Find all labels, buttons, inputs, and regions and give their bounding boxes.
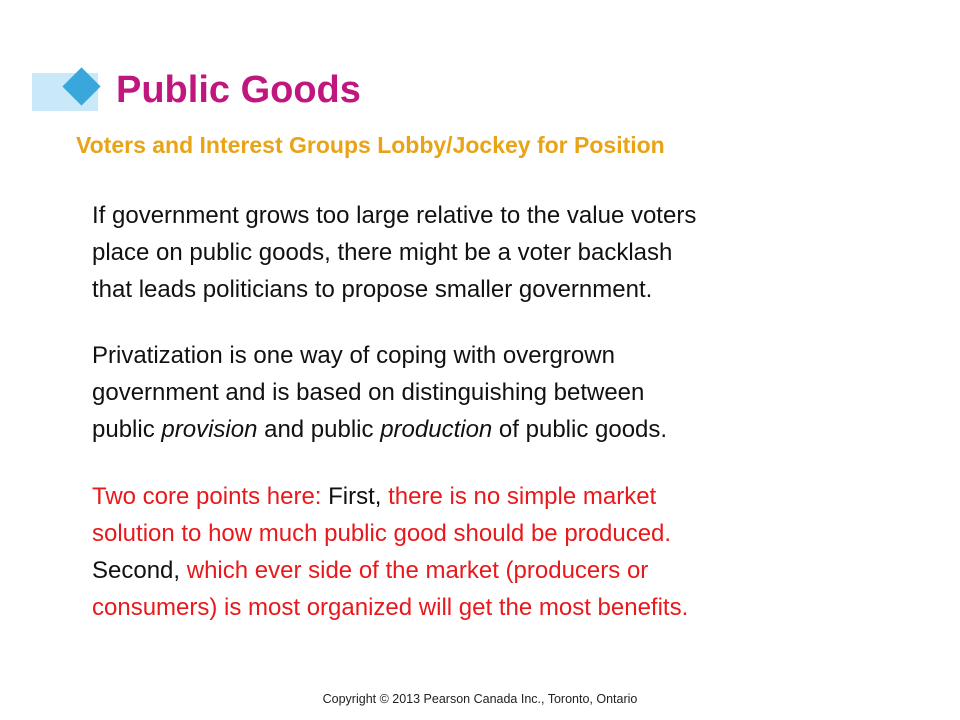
emphasis-text: Two core points here: [92, 483, 329, 510]
text-run: of public goods. [492, 416, 668, 443]
paragraph-line [92, 411, 912, 448]
paragraph-line: government and is based on distinguishing between [92, 379, 645, 406]
emphasis-text: which ever side of the market (producers or [180, 557, 649, 584]
copyright-footer: Copyright © 2013 Pearson Canada Inc., Toronto, Ontario [322, 692, 638, 706]
paragraph-line: If government grows too large relative to the value voters [92, 202, 697, 229]
paragraph-privatization [92, 337, 912, 448]
paragraph-line [92, 552, 912, 589]
text-run: and public [257, 416, 381, 443]
paragraph-line: that leads politicians to propose smaller government. [92, 276, 653, 303]
paragraph-core-points [92, 478, 912, 626]
text-run: public [92, 416, 162, 443]
paragraph-backlash [92, 197, 912, 308]
paragraph-line [92, 478, 912, 515]
emphasis-text: there is no simple market [381, 483, 657, 510]
emphasis-line: consumers) is most organized will get the most benefits. [92, 594, 689, 621]
slide-subtitle: Voters and Interest Groups Lobby/Jockey for Position [76, 132, 665, 158]
italic-term-production: production [380, 416, 493, 443]
text-run: First, [328, 483, 382, 510]
paragraph-line: Privatization is one way of coping with overgrown [92, 342, 615, 369]
paragraph-line: place on public goods, there might be a voter backlash [92, 239, 673, 266]
italic-term-provision: provision [161, 416, 258, 443]
emphasis-line: solution to how much public good should be produced. [92, 520, 672, 547]
slide-title: Public Goods [116, 69, 361, 111]
text-run: Second, [92, 557, 181, 584]
